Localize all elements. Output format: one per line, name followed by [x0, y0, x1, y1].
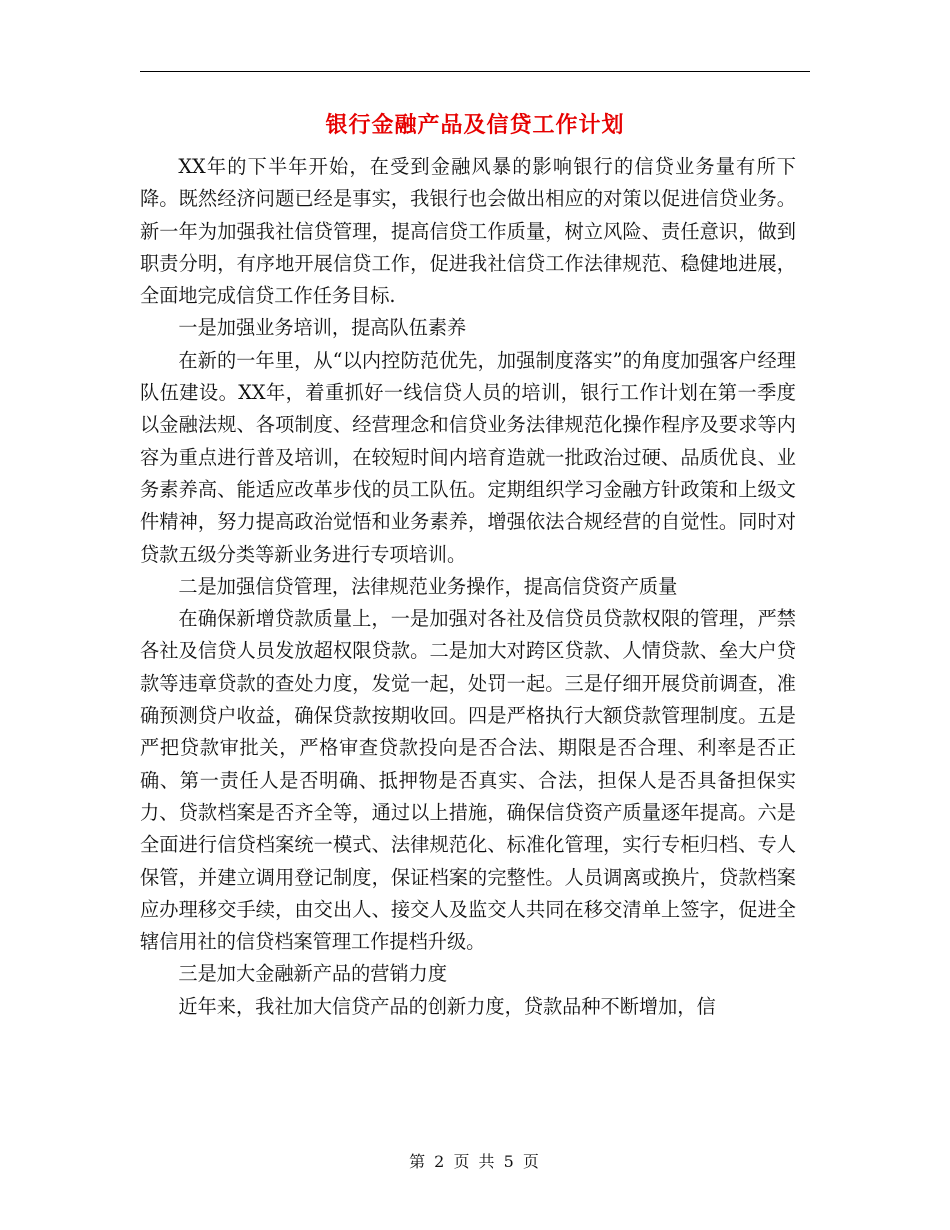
section-heading-1: 一是加强业务培训，提高队伍素养 — [178, 316, 467, 340]
paragraph-intro: XX年的下半年开始，在受到金融风暴的影响银行的信贷业务量有所下降。既然经济问题已经是事实，我银行也会做出相应的对策以促进信贷业务。新一年为加强我社信贷管理，提高信贷工作质量，树立风险、责任意识，做到职责分明，有序地开展信贷工作，促进我社信贷工作法律规范、稳健地进展，全面地完成信贷工作任务目标. — [140, 155, 796, 308]
paragraph-training: 在新的一年里，从“以内控防范优先，加强制度落实”的角度加强客户经理队伍建设。XX年，着重抓好一线信贷人员的培训，银行工作计划在第一季度以金融法规、各项制度、经营理念和信贷业务法律规范化操作程序及要求等内容为重点进行普及培训，在较短时间内培育造就一批政治过硬、品质优良、业务素养高、能适应改革步伐的员工队伍。定期组织学习金融方针政策和上级文件精神，努力提高政治觉悟和业务素养，增强依法合规经营的自觉性。同时对贷款五级分类等新业务进行专项培训。 — [140, 348, 796, 566]
section-heading-3: 三是加大金融新产品的营销力度 — [178, 962, 448, 986]
section-heading-2: 二是加强信贷管理，法律规范业务操作，提高信贷资产质量 — [178, 574, 678, 598]
document-title: 银行金融产品及信贷工作计划 — [325, 112, 625, 138]
paragraph-credit-management: 在确保新增贷款质量上，一是加强对各社及信贷员贷款权限的管理，严禁各社及信贷人员发放超权限贷款。二是加大对跨区贷款、人情贷款、垒大户贷款等违章贷款的查处力度，发觉一起，处罚一起。三是仔细开展贷前调查，准确预测贷户收益，确保贷款按期收回。四是严格执行大额贷款管理制度。五是严把贷款审批关，严格审查贷款投向是否合法、期限是否合理、利率是否正确、第一责任人是否明确、抵押物是否真实、合法，担保人是否具备担保实力、贷款档案是否齐全等，通过以上措施，确保信贷资产质量逐年提高。六是全面进行信贷档案统一模式、法律规范化、标准化管理，实行专柜归档、专人保管，并建立调用登记制度，保证档案的完整性。人员调离或换片，贷款档案应办理移交手续，由交出人、接交人及监交人共同在移交清单上签字，促进全辖信用社的信贷档案管理工作提档升级。 — [140, 607, 796, 954]
paragraph-marketing: 近年来，我社加大信贷产品的创新力度，贷款品种不断增加，信 — [178, 994, 716, 1018]
page-number-footer: 第 2 页 共 5 页 — [409, 1152, 541, 1171]
header-rule — [140, 71, 810, 72]
document-body — [140, 151, 796, 1023]
